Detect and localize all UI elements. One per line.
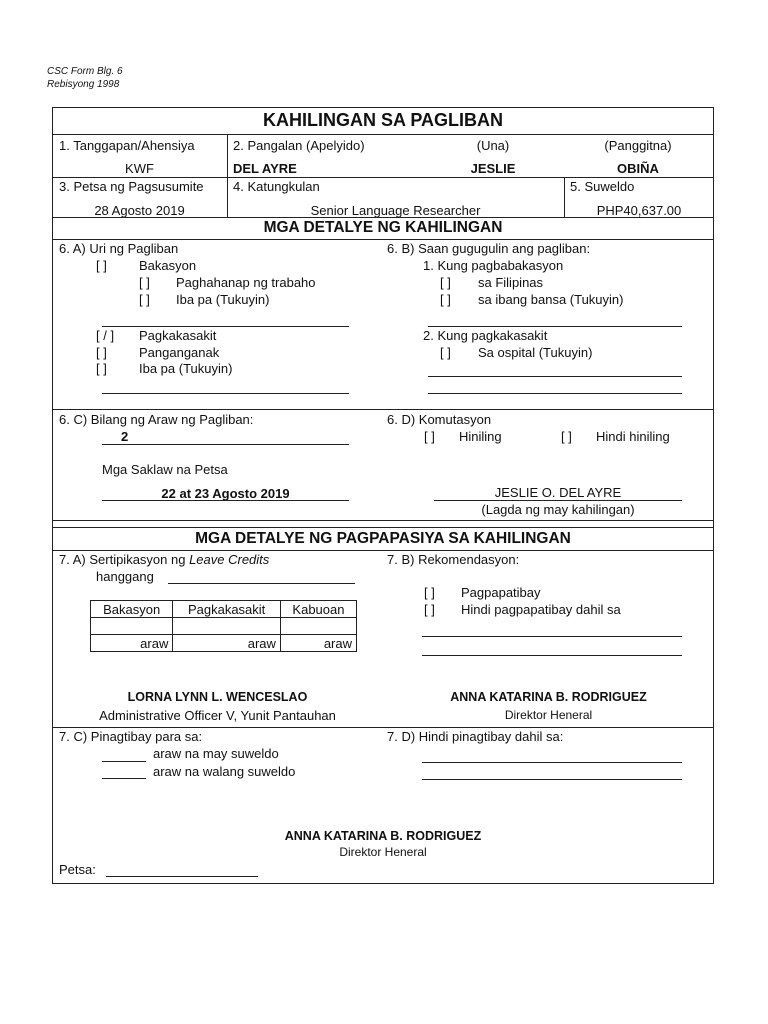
divider (52, 727, 714, 728)
inclusive-dates-label: Mga Saklaw na Petsa (102, 462, 228, 477)
leave-credits-table (90, 600, 357, 652)
approval-label: Pagpapatibay (461, 585, 541, 600)
divider (52, 217, 714, 218)
with-pay-days-line[interactable] (102, 761, 146, 762)
hospital-line-1[interactable] (428, 376, 682, 377)
middle-name-label: (Panggitna) (604, 138, 672, 153)
sick-leave-label: Pagkakasakit (139, 328, 217, 343)
table-cell[interactable] (173, 618, 281, 635)
maternity-checkbox[interactable]: [ ] (96, 345, 107, 360)
with-pay-label: araw na may suweldo (153, 746, 279, 761)
table-cell: araw (280, 635, 356, 652)
office-label: 1. Tanggapan/Ahensiya (59, 138, 195, 153)
maternity-label: Panganganak (139, 345, 220, 360)
leave-type-label: 6. A) Uri ng Pagliban (59, 241, 179, 256)
days-value: 2 (121, 429, 129, 444)
other-leave-label: Iba pa (Tukuyin) (139, 361, 233, 376)
requested-checkbox[interactable]: [ ] (424, 429, 435, 444)
divider (52, 134, 714, 135)
divider (52, 239, 714, 240)
approving-director-name: ANNA KATARINA B. RODRIGUEZ (284, 829, 482, 843)
details-heading: MGA DETALYE NG KAHILINGAN (263, 219, 503, 236)
as-of-line[interactable] (168, 583, 355, 584)
recommending-director-name: ANNA KATARINA B. RODRIGUEZ (450, 690, 647, 704)
surname-value: DEL AYRE (233, 161, 297, 176)
inclusive-dates-line[interactable] (102, 500, 349, 501)
table-cell: araw (91, 635, 173, 652)
divider (52, 550, 714, 551)
applicant-signature-line[interactable] (434, 500, 682, 501)
other-leave-checkbox[interactable]: [ ] (96, 361, 107, 376)
first-name-value: JESLIE (470, 161, 516, 176)
form-number: CSC Form Blg. 6 (47, 66, 123, 77)
leave-credits-label (59, 552, 269, 567)
sick-leave-checkbox[interactable]: [ / ] (96, 328, 115, 343)
hospital-checkbox[interactable]: [ ] (440, 345, 451, 360)
position-value: Senior Language Researcher (310, 203, 481, 218)
action-heading: MGA DETALYE NG PAGPAPASIYA SA KAHILINGAN (195, 530, 571, 547)
applicant-name: JESLIE O. DEL AYRE (494, 485, 622, 500)
other-leave-line[interactable] (102, 393, 349, 394)
first-name-label: (Una) (476, 138, 510, 153)
table-row (91, 635, 357, 652)
philippines-label: sa Filipinas (478, 275, 544, 290)
days-label: 6. C) Bilang ng Araw ng Pagliban: (59, 412, 254, 427)
commutation-label: 6. D) Komutasyon (387, 412, 492, 427)
recommending-director-title: Direktor Heneral (504, 708, 593, 722)
job-seeking-checkbox[interactable]: [ ] (139, 275, 150, 290)
table-cell: araw (173, 635, 281, 652)
disapproval-line-1[interactable] (422, 636, 682, 637)
not-requested-checkbox[interactable]: [ ] (561, 429, 572, 444)
leave-location-label: 6. B) Saan gugugulin ang pagliban: (387, 241, 591, 256)
hr-officer-name: LORNA LYNN L. WENCESLAO (127, 690, 308, 704)
name-label: 2. Pangalan (Apelyido) (233, 138, 365, 153)
hospital-line-2[interactable] (428, 393, 682, 394)
job-seeking-label: Paghahanap ng trabaho (176, 275, 316, 290)
divider (52, 409, 714, 410)
date-line[interactable] (106, 876, 258, 877)
hr-officer-title: Administrative Officer V, Yunit Pantauhan (99, 708, 336, 723)
table-header-cell: Pagkakasakit (173, 601, 281, 618)
requested-label: Hiniling (459, 429, 502, 444)
approval-checkbox[interactable]: [ ] (424, 585, 435, 600)
date-filed-label: 3. Petsa ng Pagsusumite (59, 179, 204, 194)
not-requested-label: Hindi hiniling (596, 429, 670, 444)
salary-label: 5. Suweldo (570, 179, 635, 194)
without-pay-days-line[interactable] (102, 778, 146, 779)
approved-for-label: 7. C) Pinagtibay para sa: (59, 729, 203, 744)
form-title: KAHILINGAN SA PAGLIBAN (263, 110, 503, 130)
form-revision: Rebisyong 1998 (47, 79, 120, 90)
abroad-line[interactable] (428, 326, 682, 327)
other-vacation-checkbox[interactable]: [ ] (139, 292, 150, 307)
sick-location-label: 2. Kung pagkakasakit (423, 328, 548, 343)
leave-credits-label-italic: Leave Credits (189, 552, 270, 567)
table-header-cell: Kabuoan (280, 601, 356, 618)
other-vacation-line[interactable] (102, 326, 349, 327)
leave-credits-label-prefix: 7. A) Sertipikasyon ng (59, 552, 190, 567)
divider (52, 177, 714, 178)
date-label: Petsa: (59, 862, 96, 877)
vacation-checkbox[interactable]: [ ] (96, 258, 107, 273)
philippines-checkbox[interactable]: [ ] (440, 275, 451, 290)
disapproved-line-1[interactable] (422, 762, 682, 763)
approving-director-title: Direktor Heneral (339, 845, 427, 859)
inclusive-dates-value: 22 at 23 Agosto 2019 (161, 486, 290, 501)
date-filed-value: 28 Agosto 2019 (94, 203, 185, 218)
disapproved-line-2[interactable] (422, 779, 682, 780)
recommendation-label: 7. B) Rekomendasyon: (387, 552, 520, 567)
vacation-location-label: 1. Kung pagbabakasyon (423, 258, 564, 273)
disapproved-due-label: 7. D) Hindi pinagtibay dahil sa: (387, 729, 564, 744)
divider (52, 520, 714, 521)
salary-value: PHP40,637.00 (596, 203, 682, 218)
table-cell[interactable] (91, 618, 173, 635)
disapproval-line-2[interactable] (422, 655, 682, 656)
hospital-label: Sa ospital (Tukuyin) (478, 345, 593, 360)
table-header-cell: Bakasyon (91, 601, 173, 618)
position-label: 4. Katungkulan (233, 179, 320, 194)
as-of-label: hanggang (96, 569, 154, 584)
office-value: KWF (125, 161, 154, 176)
table-row (91, 618, 357, 635)
days-line[interactable] (102, 444, 349, 445)
applicant-signature-caption: (Lagda ng may kahilingan) (481, 502, 635, 517)
abroad-label: sa ibang bansa (Tukuyin) (478, 292, 624, 307)
without-pay-label: araw na walang suweldo (153, 764, 296, 779)
vacation-label: Bakasyon (139, 258, 197, 273)
abroad-checkbox[interactable]: [ ] (440, 292, 451, 307)
table-cell[interactable] (280, 618, 356, 635)
divider (52, 527, 714, 528)
disapproval-label: Hindi pagpapatibay dahil sa (461, 602, 621, 617)
middle-name-value: OBIÑA (617, 161, 659, 176)
disapproval-checkbox[interactable]: [ ] (424, 602, 435, 617)
other-vacation-label: Iba pa (Tukuyin) (176, 292, 270, 307)
table-header-row (91, 601, 357, 618)
